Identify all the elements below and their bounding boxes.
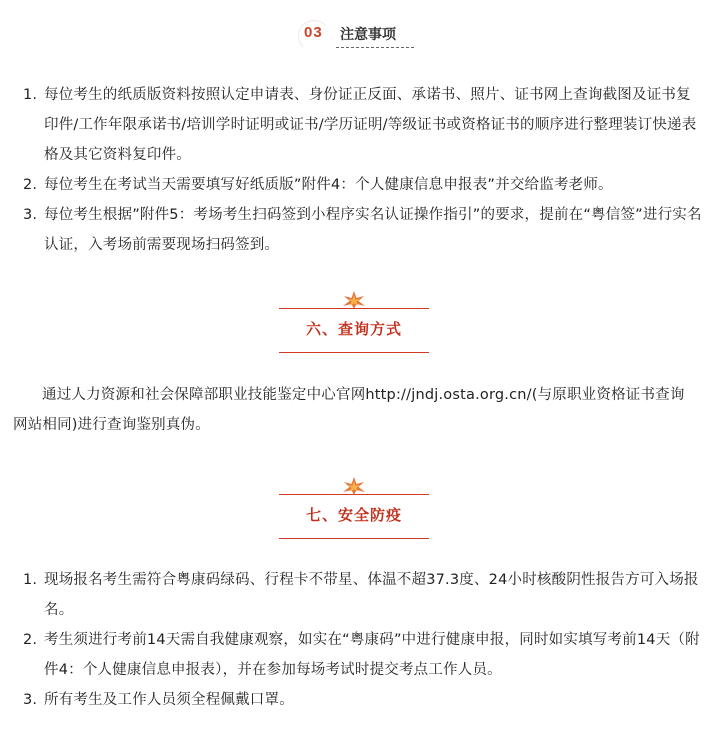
header-line-bottom bbox=[279, 352, 429, 353]
section-7-header bbox=[279, 476, 429, 546]
header-line-top bbox=[279, 494, 429, 495]
notes-list bbox=[23, 80, 703, 260]
item-text: 考生须进行考前14天需自我健康观察，如实在“粤康码”中进行健康申报，同时如实填写考前14天（附件4：个人健康信息申报表），并在参加每场考试时提交考点工作人员。 bbox=[44, 632, 700, 678]
list-item bbox=[23, 565, 703, 625]
list-item bbox=[23, 200, 703, 260]
item-number: 1. bbox=[23, 87, 38, 103]
section-title: 六、查询方式 bbox=[305, 320, 402, 338]
item-number: 3. bbox=[23, 207, 38, 223]
item-text: 每位考生在考试当天需要填写好纸质版”附件4：个人健康信息申报表”并交给监考老师。 bbox=[44, 177, 613, 193]
item-text: 所有考生及工作人员须全程佩戴口罩。 bbox=[44, 692, 294, 708]
section-03-header bbox=[300, 20, 420, 52]
item-text: 每位考生根据”附件5：考场考生扫码签到小程序实名认证操作指引”的要求，提前在“粤信签”进行实名认证，入考场前需要现场扫码签到。 bbox=[44, 207, 702, 253]
item-number: 2. bbox=[23, 177, 38, 193]
item-text: 每位考生的纸质版资料按照认定申请表、身份证正反面、承诺书、照片、证书网上查询截图及证书复印件/工作年限承诺书/培训学时证明或证书/学历证明/等级证书或资格证书的顺序进行整理装订快递表格及其它资料复印件。 bbox=[44, 87, 697, 163]
section-title: 注意事项 bbox=[340, 27, 396, 43]
section-title: 七、安全防疫 bbox=[305, 506, 402, 524]
header-line-bottom bbox=[279, 538, 429, 539]
item-number: 2. bbox=[23, 632, 38, 648]
query-paragraph: 通过人力资源和社会保障部职业技能鉴定中心官网http://jndj.osta.org.cn/(与原职业资格证书查询网站相同)进行查询鉴别真伪。 bbox=[13, 387, 685, 433]
item-text: 现场报名考生需符合粤康码绿码、行程卡不带星、体温不超37.3度、24小时核酸阴性报告方可入场报名。 bbox=[44, 572, 699, 618]
starburst-icon bbox=[341, 290, 367, 310]
list-item bbox=[23, 170, 703, 200]
section-6-header bbox=[279, 290, 429, 360]
list-item bbox=[23, 625, 703, 685]
dotted-underline bbox=[336, 47, 414, 48]
epidemic-prevention-list bbox=[23, 565, 703, 715]
header-line-top bbox=[279, 308, 429, 309]
item-number: 3. bbox=[23, 692, 38, 708]
item-number: 1. bbox=[23, 572, 38, 588]
list-item bbox=[23, 685, 703, 715]
section-number: 03 bbox=[304, 24, 323, 41]
starburst-icon bbox=[341, 476, 367, 496]
list-item bbox=[23, 80, 703, 170]
